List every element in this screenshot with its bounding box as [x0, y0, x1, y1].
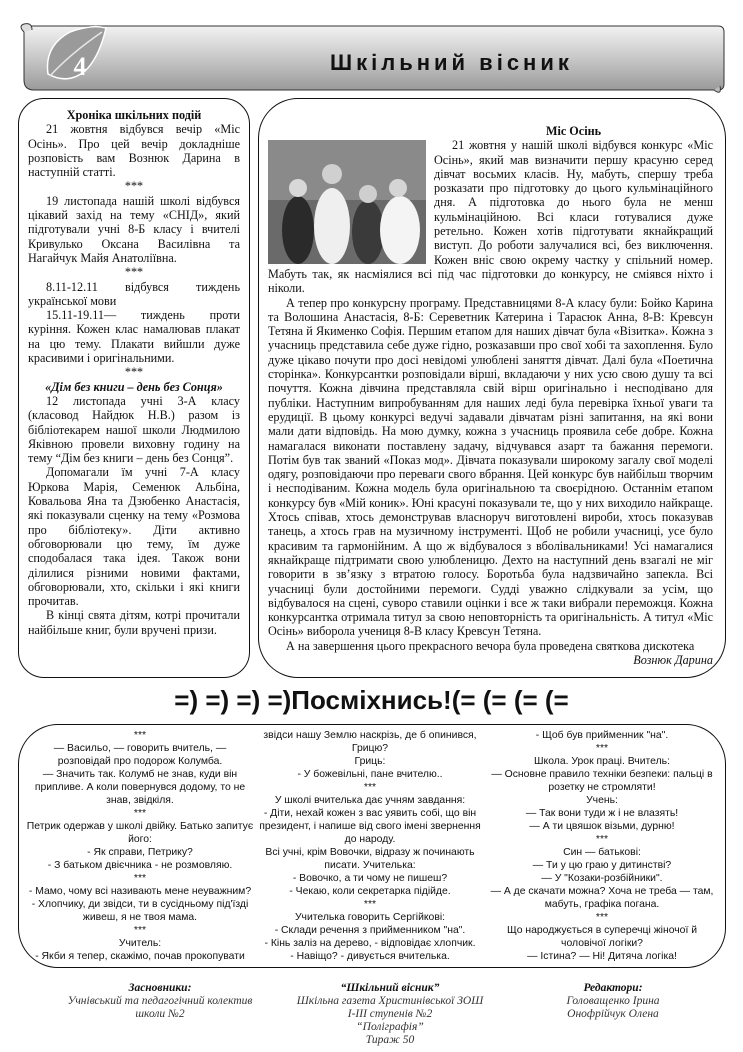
joke-line: ***	[133, 808, 147, 819]
chronicle-p7: В кінці свята дітям, котрі прочитали найбільше книг, були вручені призи.	[28, 608, 240, 637]
article-heading: Міс Осінь	[545, 124, 602, 138]
paper-info-line: “Поліграфія”	[356, 1021, 424, 1033]
paper-info-line: Тираж 50	[365, 1034, 415, 1046]
editor-name: Головащенко Ірина	[566, 995, 660, 1007]
chronicle-p5: 12 листопада учні 3-А класу (класовод Найдюк Н.В.) разом із бібліотекарем нашої школи Людмилою Яківною провели виховну годину на тему “Дім без книги – день без Сонця”.	[28, 393, 240, 466]
joke-line: - Кінь заліз на дерево, - відповідає хлопчик.	[264, 938, 476, 949]
paper-info-line: Шкільна газета Христинівської ЗОШ	[296, 995, 484, 1007]
joke-line: - Чекаю, коли секретарка підійде.	[289, 886, 451, 897]
joke-line: - Мамо, чому всі називають мене неуважним?	[28, 886, 252, 897]
chronicle-p1: 21 жовтня відбувся вечір «Міс Осінь». Про цей вечір докладніше розповість вам Вознюк Дарина в наступній статті.	[28, 122, 240, 180]
article-p3: А на завершення цього прекрасного вечора була проведена святкова дискотека	[286, 638, 695, 653]
joke-line: ***	[133, 873, 147, 884]
chronicle-p6: Допомагали їм учні 7-А класу Юркова Марія, Семенюк Альбіна, Ковальова Яна та Дзюбенко Анастасія, які показували сценку на тему «Розмова про бібліотеку». Діти активно обговорювали цю тему, їм дуже сподобалася така ідея. Також вони ділилися різними новими фактами, обговорювали, хто, скільки і які книги прочитав.	[28, 465, 240, 609]
article-p2: А тепер про конкурсну програму. Представницями 8-А класу були: Бойко Карина та Волошина Анастасія, 8-Б: Серевeтник Катерина і Тарасюк Анна, 8-В: Кревсун Тетяна й Якименко Софія. Першим етапом для наших дівчат була «Візитка». Кожна з учасниць представила себе дуже гідно, розказавши про свої хобі та захоплення. Було дуже цікаво почути про досі невідомі улюблені заняття дівчат. Далі була «Поетична сторінка». Конкурсантки розповідали вірші, вкладаючи у них усю свою душу та всі почуття. Кожна дівчина представляла свій вірш оригінально і несподівано для публіки. Наступним випробуванням для наших леді була перевірка їхньої уваги та ерудиції. В цьому конкурсі ведучі задавали дівчатам різні запитання, на які вони мали дати відповідь. На мою думку, кожна з учасниць проявила себе добре. Кожна намагалася виконати поставлену задачу, відчувався азарт та бажання перемоги. Потім був так званий «Показ мод». Дівчата показували широкому загалу свої моделі одягу, розповідаючи про переваги свого вбрання. Цей конкурс був найбільш творчим і несподіваним. Кожна модель була оригінальною та своєрідною. Останнім етапом конкурсу був «Мій коник». Юні красуні показували те, що у них виходило найкраще. Хтось співав, хтось демонстрував власноруч виготовлені вироби, хтось показував танець, а хтось грав на музичному інструменті. Щоб не робили учасниці, усе було красивим та гармонійним. А що ж відбувалося з вболівальниками! Усі намагалися якнайкраще підтримати свою улюбленицю. Дехто на наступний день взагалі не міг говорити в зв’язку з втратою голосу. Боротьба була надзвичайно запекла. Всі учасниці були достойними перемоги. Судді уважно слідкували за усім, що відбувалося на сцені, суворо ставили оцінки і все ж таки вибрали переможця. Кожна конкурсантка отримала титул за свою неповторність та оригінальність. А титул «Міс Осінь» виборола учениця 8-В класу Кревсун Тетяна.	[268, 295, 713, 639]
founders-heading: Засновники:	[128, 982, 192, 994]
joke-line: Петрик одержав у школі двійку. Батько запитує його:	[26, 821, 254, 845]
jokes-column-2	[258, 729, 482, 963]
smile-heading: =) =) =) =)Посміхнись!(= (= (= (=	[174, 685, 569, 715]
chronicle-subheading: «Дім без книги – день без Сонця»	[45, 379, 223, 394]
paper-title: Шкільний вісник	[330, 50, 573, 75]
joke-line: Всі учні, крім Вовочки, відразу ж починають писати. Учителька:	[265, 847, 475, 871]
joke-line: — Так вони туди ж і не влазять!	[525, 808, 679, 819]
joke-line: - Якби я тепер, скажімо, почав прокопувати	[35, 951, 245, 962]
joke-line: — Значить так. Колумб не знав, куди він припливе. А коли повернувся додому, то не знав, звідкіля.	[34, 769, 246, 806]
article-author: Вознюк Дарина	[633, 652, 713, 667]
editors-heading: Редактори:	[583, 982, 643, 994]
joke-line: - Щоб був прийменник "на".	[535, 730, 669, 741]
footer-founders	[60, 982, 260, 1021]
chronicle-p4: 15.11-19.11— тиждень проти куріння. Кожен клас намалював плакат на цю тему. Плакати вийшли дуже красивими і оригінальними.	[28, 308, 240, 366]
paper-info-heading: “Шкільний вісник”	[340, 982, 440, 994]
joke-line: ***	[595, 834, 609, 845]
joke-line: - Хлопчику, ди звідси, ти в сусідньому під'їзді живеш, я не твоя мама.	[31, 899, 249, 923]
joke-line: звідси нашу Землю наскрізь, де б опинився, Грицю?	[263, 730, 477, 754]
jokes-column-3	[488, 729, 716, 963]
joke-line: - Як справи, Петрику?	[87, 847, 193, 858]
joke-line: — А ти цвяшок візьми, дурню!	[529, 821, 675, 832]
editor-name: Онофрійчук Олена	[567, 1008, 659, 1020]
paper-info-line: І-ІІІ ступенів №2	[347, 1008, 433, 1020]
footer-paper-info	[290, 982, 490, 1047]
contest-photo	[268, 140, 426, 264]
joke-line: — Істина? — Ні! Дитяча логіка!	[527, 951, 677, 962]
joke-line: ***	[133, 730, 147, 741]
joke-line: ***	[133, 925, 147, 936]
joke-line: — А де скачати можна? Хоча не треба — там, мабуть, графіка погана.	[490, 886, 714, 910]
joke-line: Учителька говорить Сергійкові:	[294, 912, 446, 923]
chronicle-p2: 19 листопада нашій школі відбувся цікавий захід на тему «СНІД», який підготували учні 8-Б класу і вчителі Кривулько Оксана Василівна та Нагайчук Майя Анатоліївна.	[28, 193, 240, 265]
separator: ***	[124, 365, 144, 380]
joke-line: - Навіщо? - дивується вчителька.	[290, 951, 450, 962]
footer-editors	[538, 982, 688, 1021]
joke-line: У школі вчителька дає учням завдання:	[274, 795, 466, 806]
jokes-column-1	[26, 729, 254, 963]
joke-line: Гриць:	[354, 756, 386, 767]
joke-line: ***	[595, 912, 609, 923]
separator: ***	[124, 265, 144, 280]
separator: ***	[124, 179, 144, 194]
joke-line: - З батьком двієчника - не розмовляю.	[47, 860, 233, 871]
joke-line: — Основне правило техніки безпеки: пальці в розетку не стромляти!	[491, 769, 713, 793]
joke-line: — Васильо, — говорить вчитель, — розповідай про подорож Колумба.	[53, 743, 227, 767]
joke-line: ***	[363, 899, 377, 910]
joke-line: - Склади речення з прийменником "на".	[274, 925, 466, 936]
joke-line: - Вовочко, а ти чому не пишеш?	[292, 873, 448, 884]
chronicle-p3: 8.11-12.11 відбувся тиждень української мови	[28, 279, 240, 308]
joke-line: Учитель:	[118, 938, 162, 949]
founders-text: Учнівський та педагогічний колектив школи №2	[67, 995, 253, 1020]
page-number: 4	[73, 52, 87, 81]
joke-line: — Ти у цю граю у дитинстві?	[532, 860, 672, 871]
joke-line: - У божевільні, пане вчителю..	[297, 769, 443, 780]
school-chronicle	[28, 108, 240, 637]
joke-line: Син — батькові:	[563, 847, 641, 858]
joke-line: ***	[363, 782, 377, 793]
joke-line: - Діти, нехай кожен з вас уявить собі, що він президент, і напише від свого імені звернення до народу.	[259, 808, 481, 845]
joke-line: Школа. Урок праці. Вчитель:	[534, 756, 670, 767]
article-p1: 21 жовтня у нашій школі відбувся конкурс «Міс Осінь», який мав визначити першу красуню серед дівчат восьмих класів. Ну, мабуть, спершу треба розказати про підготовку до цього кульмінаційного дня. А підготовка до нього була не менш кульмінаційною. Всі класи готувалися дуже ретельно. Кожен хотів підготувати якнайкращий виступ. До роботи залучалися всі, без виключення. Кожен вніс свою окрему частку у спільний номер. Мабуть так, як насміялися всі під час підготовки до конкурсу, не сміявся ніхто і ніколи.	[268, 138, 713, 296]
joke-line: ***	[595, 743, 609, 754]
joke-line: — У "Козаки-розбійники".	[541, 873, 663, 884]
chronicle-heading: Хроніка шкільних подій	[66, 108, 202, 122]
joke-line: Учень:	[586, 795, 618, 806]
joke-line: Що народжується в суперечці жіночої й чоловічої логіки?	[506, 925, 698, 949]
miss-autumn-article	[268, 124, 713, 667]
